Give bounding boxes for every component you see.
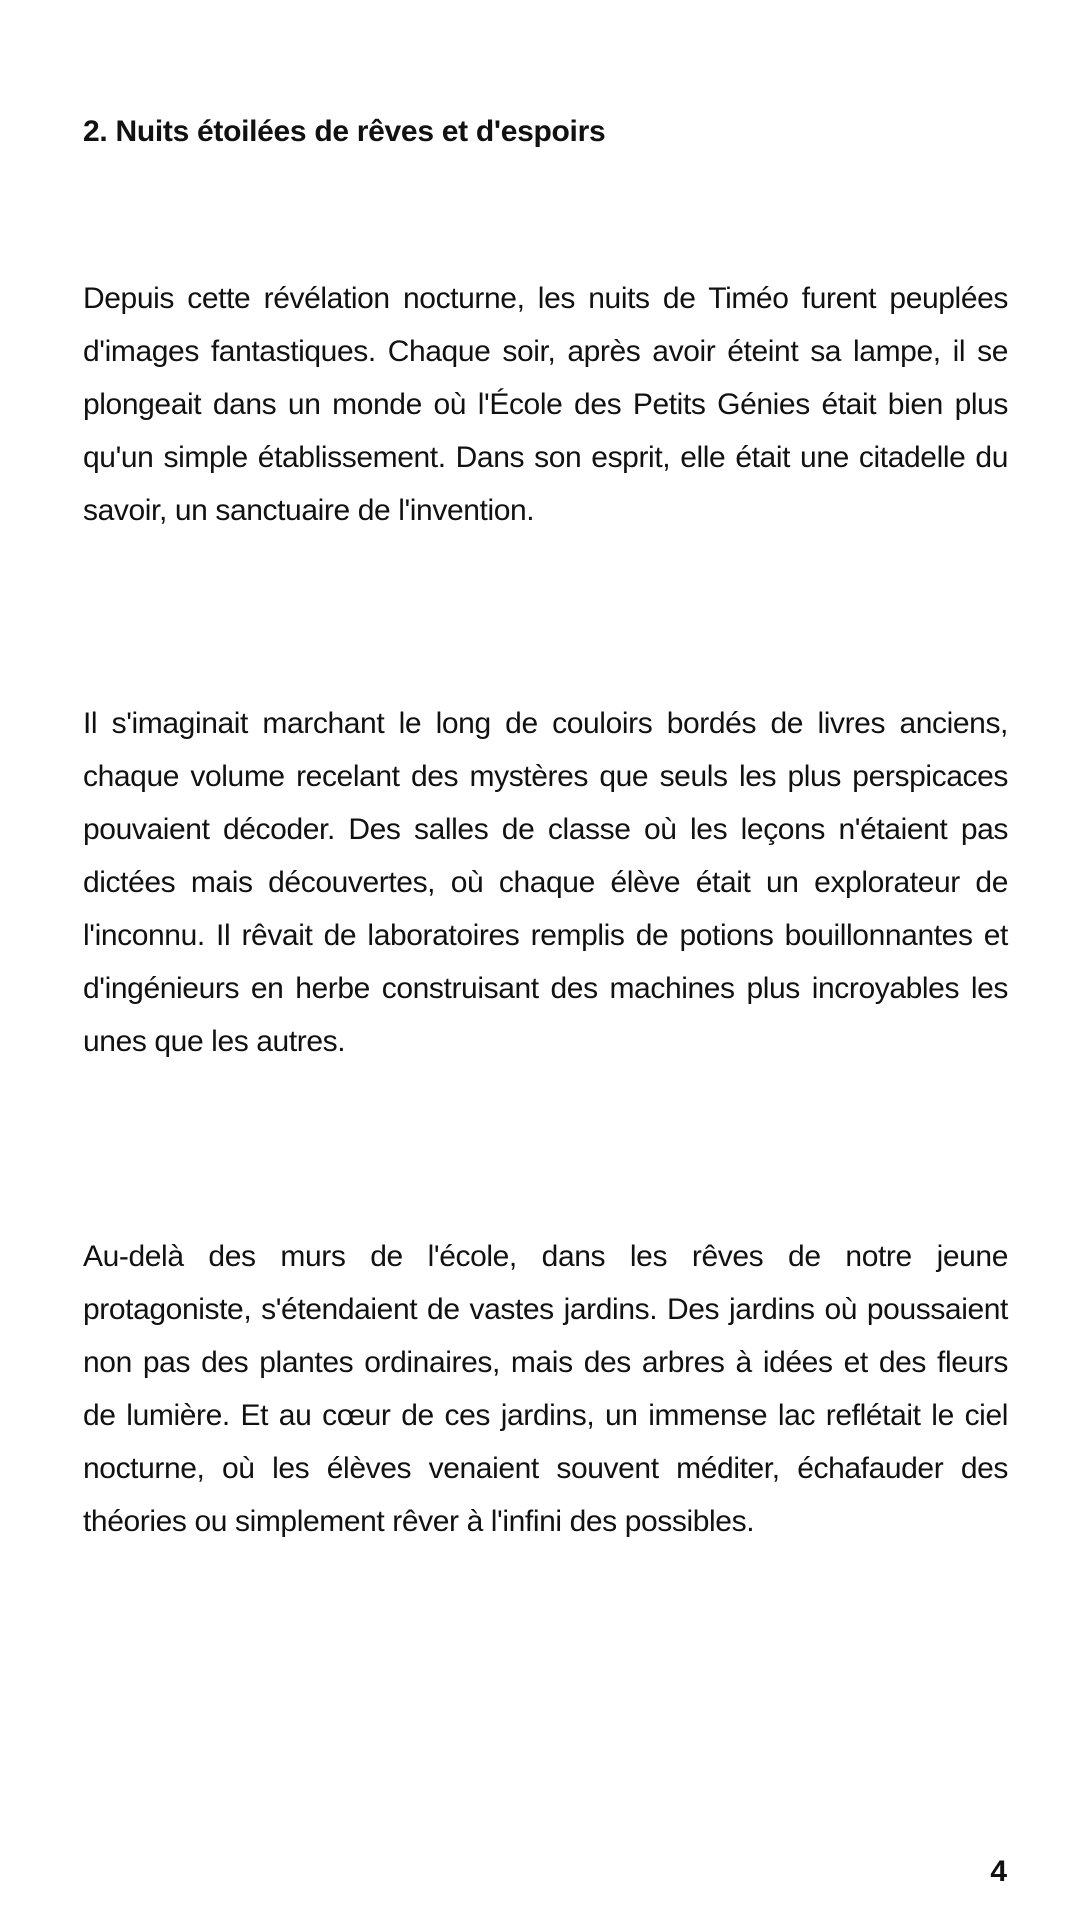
paragraph-2: Il s'imaginait marchant le long de couloirs bordés de livres anciens, chaque volume recelant des mystères que seuls les plus perspicaces pouvaient décoder. Des salles de classe où les leçons n'étaient pas dictées mais découvertes, où chaque élève était un explorateur de l'inconnu. Il rêvait de laboratoires remplis de potions bouillonnantes et d'ingénieurs en herbe construisant des machines plus incroyables les unes que les autres. xyxy=(83,707,1008,1058)
paragraph-1: Depuis cette révélation nocturne, les nuits de Timéo furent peuplées d'images fantastiques. Chaque soir, après avoir éteint sa lampe, il se plongeait dans un monde où l'École des Petits Génies était bien plus qu'un simple établissement. Dans son esprit, elle était une citadelle du savoir, un sanctuaire de l'invention. xyxy=(83,282,1008,527)
chapter-title: 2. Nuits étoilées de rêves et d'espoirs xyxy=(83,115,606,148)
paragraph-3: Au-delà des murs de l'école, dans les rêves de notre jeune protagoniste, s'étendaient de vastes jardins. Des jardins où poussaient non pas des plantes ordinaires, mais des arbres à idées et des fleurs de lumière. Et au cœur de ces jardins, un immense lac reflétait le ciel nocturne, où les élèves venaient souvent méditer, échafauder des théories ou simplement rêver à l'infini des possibles. xyxy=(83,1240,1008,1538)
page-number: 4 xyxy=(990,1855,1007,1888)
